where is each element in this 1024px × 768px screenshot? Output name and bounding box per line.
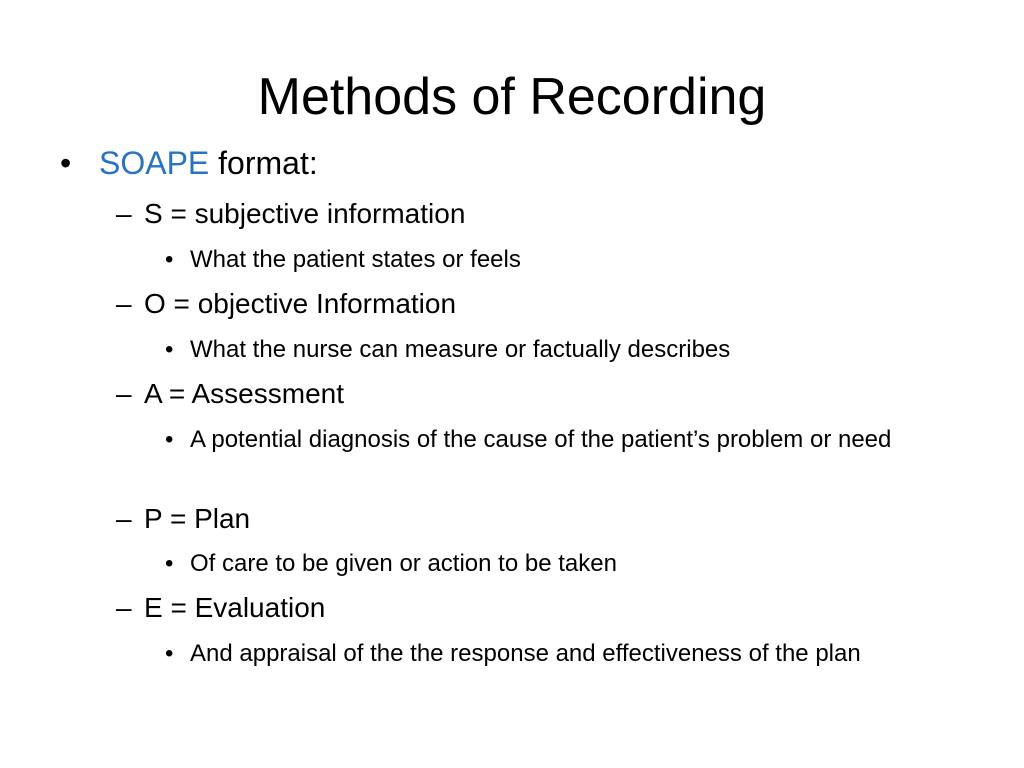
sub-item-text: And appraisal of the the response and effectiveness of the plan <box>190 640 861 667</box>
sub-bullet-marker: • <box>165 550 174 577</box>
dash-marker: – <box>116 592 132 623</box>
sub-bullet-marker: • <box>165 336 174 363</box>
sub-item-text: Of care to be given or action to be taken <box>190 550 617 577</box>
sub-item-objective <box>165 333 955 367</box>
bullet-rest: format: <box>209 145 318 181</box>
sub-item-subjective <box>165 243 955 277</box>
dash-marker: – <box>116 503 132 534</box>
sub-item-evaluation <box>165 637 955 671</box>
dash-marker: – <box>116 288 132 319</box>
item-label: S = subjective information <box>144 198 466 229</box>
sub-item-text: What the nurse can measure or factually describes <box>190 336 731 363</box>
sub-item-text: A potential diagnosis of the cause of the patient’s problem or need <box>190 426 892 453</box>
item-label: O = objective Information <box>144 288 457 319</box>
dash-marker: – <box>116 378 132 409</box>
dash-marker: – <box>116 198 132 229</box>
sub-item-assessment <box>165 423 955 457</box>
slide-title: Methods of Recording <box>257 68 767 126</box>
item-label: A = Assessment <box>144 378 344 409</box>
sub-bullet-marker: • <box>165 246 174 273</box>
item-label: E = Evaluation <box>144 592 326 623</box>
sub-item-plan <box>165 547 955 581</box>
sub-bullet-marker: • <box>165 426 174 453</box>
item-label: P = Plan <box>144 503 251 534</box>
sub-item-text: What the patient states or feels <box>190 246 521 273</box>
sub-bullet-marker: • <box>165 640 174 667</box>
soape-highlight: SOAPE <box>99 145 210 181</box>
bullet-marker: • <box>60 145 72 181</box>
bullet-text <box>99 140 318 186</box>
